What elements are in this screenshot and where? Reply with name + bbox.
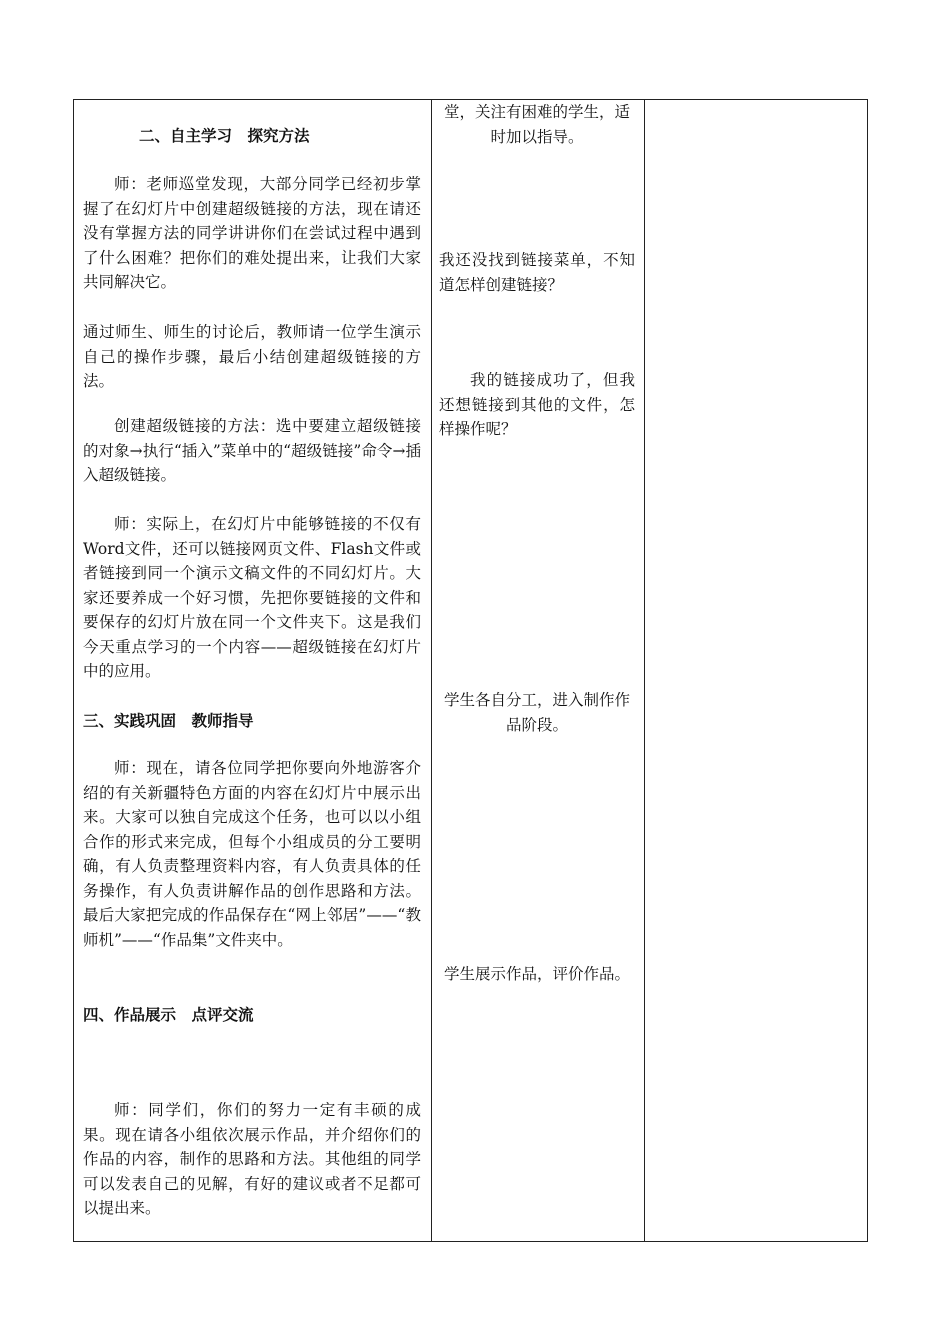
paragraph-hyperlink-method: 创建超级链接的方法：选中要建立超级链接的对象→执行“插入”菜单中的“超级链接”命令→插入超级链接。 — [83, 417, 421, 484]
paragraph-teacher-inspection: 师：老师巡堂发现，大部分同学已经初步掌握了在幻灯片中创建超级链接的方法，现在请还没有掌握方法的同学讲讲你们在尝试过程中遇到了什么困难？把你们的难处提出来，让我们大家共同解决它。 — [83, 175, 421, 291]
paragraph-discussion: 通过师生、师生的讨论后，教师请一位学生演示自己的操作步骤，最后小结创建超级链接的方法。 — [83, 323, 421, 390]
section-heading-3: 三、实践巩固 教师指导 — [83, 711, 254, 730]
column-divider — [644, 100, 645, 1241]
student-note: 我的链接成功了，但我还想链接到其他的文件，怎样操作呢？ — [439, 371, 635, 438]
student-note: 学生各自分工，进入制作作品阶段。 — [443, 691, 630, 734]
student-note: 学生展示作品，评价作品。 — [443, 965, 630, 983]
paragraph-link-types: 师：实际上，在幻灯片中能够链接的不仅有Word文件，还可以链接网页文件、Flash文件或者链接到同一个演示文稿文件的不同幻灯片。大家还要养成一个好习惯，先把你要链接的文件和要保存的幻灯片放在同一个文件夹下。这是我们今天重点学习的一个内容——超级链接在幻灯片中的应用。 — [83, 515, 421, 680]
student-note: 我还没找到链接菜单，不知道怎样创建链接？ — [439, 251, 635, 294]
column-divider — [431, 100, 432, 1241]
section-heading-2: 二、自主学习 探究方法 — [139, 126, 310, 145]
section-heading-4: 四、作品展示 点评交流 — [83, 1005, 254, 1024]
lesson-plan-table — [73, 99, 868, 1242]
paragraph-practice-task: 师：现在，请各位同学把你要向外地游客介绍的有关新疆特色方面的内容在幻灯片中展示出来。大家可以独自完成这个任务，也可以以小组合作的形式来完成，但每个小组成员的分工要明确，有人负责整理资料内容，有人负责具体的任务操作，有人负责讲解作品的创作思路和方法。最后大家把完成的作品保存在“网上邻居”——“教师机”——“作品集”文件夹中。 — [83, 759, 421, 949]
paragraph-showcase: 师：同学们，你们的努力一定有丰硕的成果。现在请各小组依次展示作品，并介绍你们的作品的内容，制作的思路和方法。其他组的同学可以发表自己的见解，有好的建议或者不足都可以提出来。 — [83, 1101, 421, 1217]
student-note: 堂，关注有困难的学生，适时加以指导。 — [443, 103, 630, 146]
